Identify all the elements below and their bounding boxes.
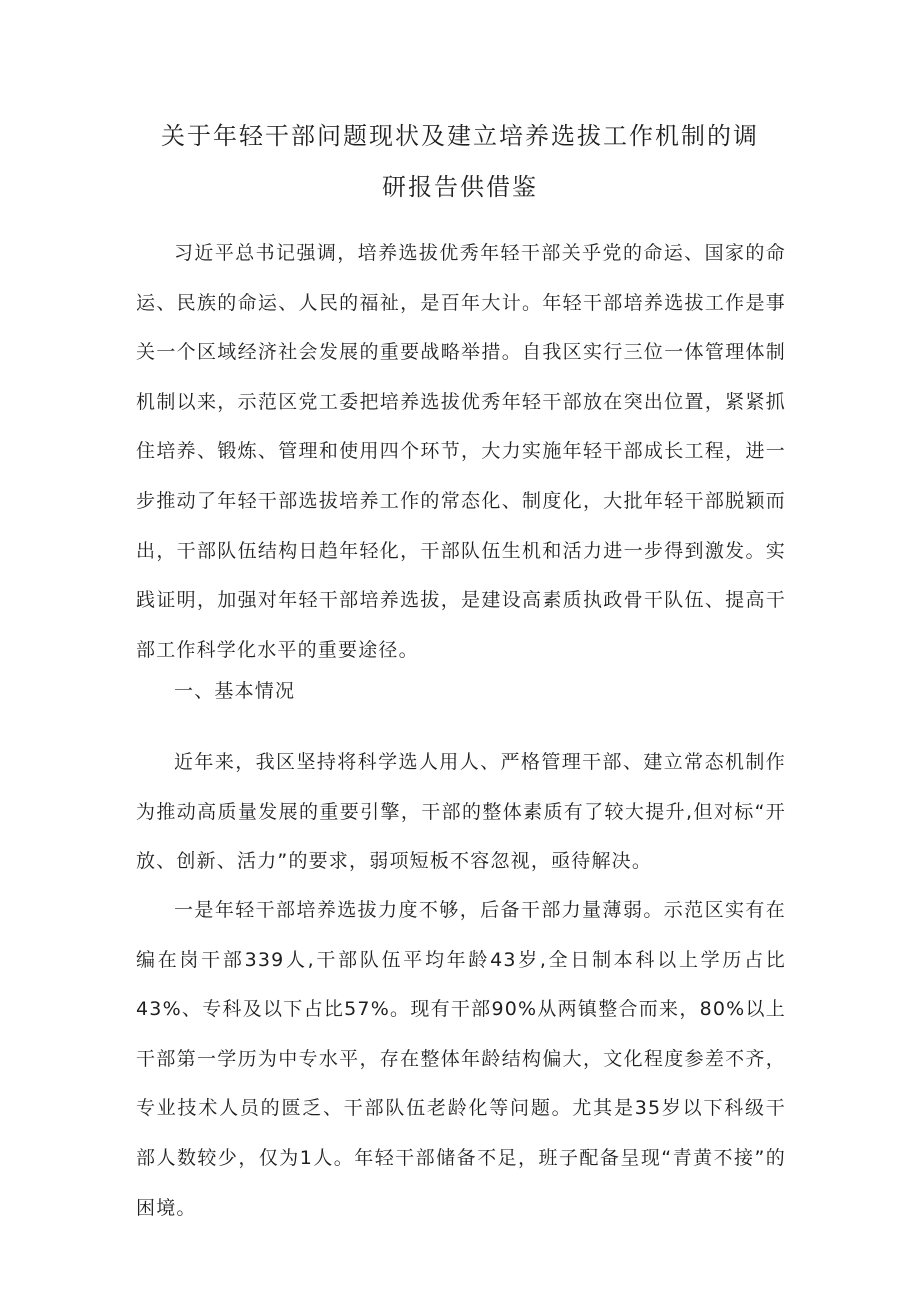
intro-paragraph: 习近平总书记强调，培养选拔优秀年轻干部关乎党的命运、国家的命运、民族的命运、人民的福祉，是百年大计。年轻干部培养选拔工作是事关一个区域经济社会发展的重要战略举措。自我区实行三位一体管理体制机制以来，示范区党工委把培养选拔优秀年轻干部放在突出位置，紧紧抓住培养、锻炼、管理和使用四个环节，大力实施年轻干部成长工程，进一步推动了年轻干部选拔培养工作的常态化、制度化，大批年轻干部脱颖而出，干部队伍结构日趋年轻化，干部队伍生机和活力进一步得到激发。实践证明，加强对年轻干部培养选拔，是建设高素质执政骨干队伍、提高干部工作科学化水平的重要途径。: [136, 242, 786, 661]
issue-one-paragraph: 一是年轻干部培养选拔力度不够，后备干部力量薄弱。示范区实有在编在岗干部339人,干部队伍平均年龄43岁,全日制本科以上学历占比43%、专科及以下占比57%。现有干部90%从两镇整合而来，80%以上干部第一学历为中专水平，存在整体年龄结构偏大，文化程度参差不齐，专业技术人员的匮乏、干部队伍老龄化等问题。尤其是35岁以下科级干部人数较少，仅为1人。年轻干部储备不足，班子配备呈现“青黄不接”的困境。: [136, 899, 786, 1219]
document-title-line-1: 关于年轻干部问题现状及建立培养选拔工作机制的调: [161, 122, 759, 150]
document-title-line-2: 研报告供借鉴: [382, 173, 538, 201]
section-heading: 一、基本情况: [174, 680, 296, 702]
background-paragraph: 近年来，我区坚持将科学选人用人、严格管理干部、建立常态机制作为推动高质量发展的重要引擎，干部的整体素质有了较大提升,但对标“开放、创新、活力”的要求，弱项短板不容忽视，亟待解决。: [136, 751, 786, 873]
